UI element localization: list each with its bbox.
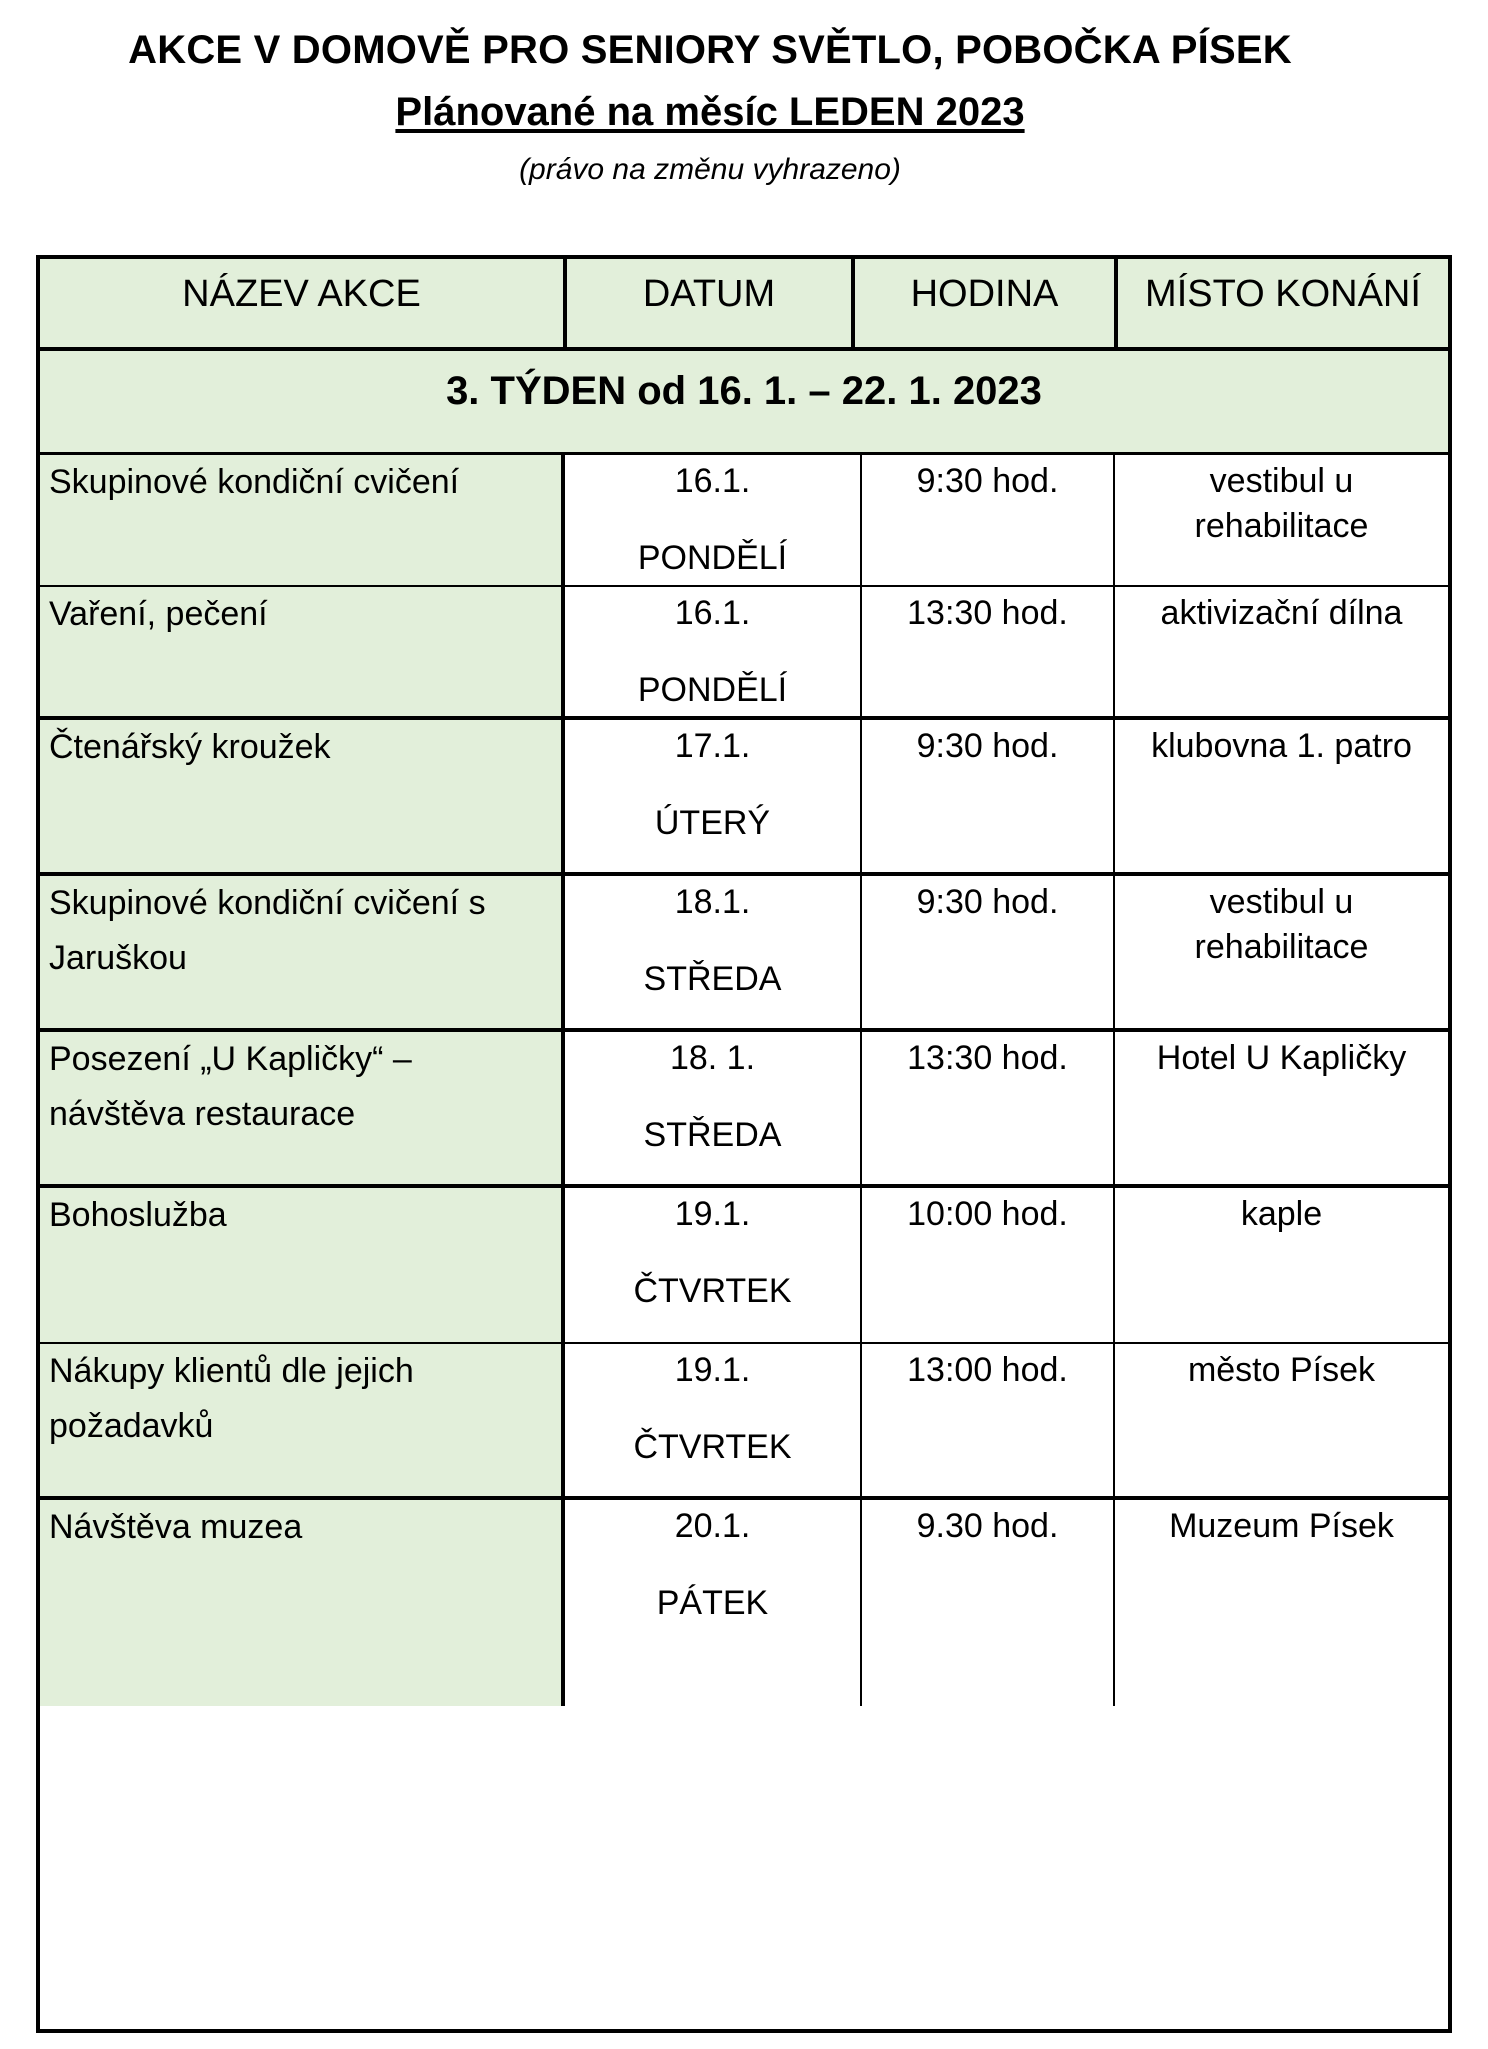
event-name: Čtenářský kroužek [49,728,331,766]
event-place-cell [1115,455,1448,585]
event-place: aktivizační dílna [1160,594,1403,632]
page-subtitle: Plánované na měsíc LEDEN 2023 [395,90,1025,134]
event-time-cell [862,1032,1115,1184]
column-header-date: DATUM [567,259,855,347]
table-row [40,587,1448,720]
event-time: 13:30 hod. [907,1039,1068,1077]
event-date: 18. 1. [669,1039,756,1077]
table-header-row [40,259,1448,351]
event-place-cell [1115,720,1448,872]
event-name-cell [40,1032,565,1184]
event-date-cell [565,1032,862,1184]
event-date-cell [565,1344,862,1496]
event-day: STŘEDA [643,1116,782,1154]
event-time-cell [862,720,1115,872]
event-time: 9.30 hod. [916,1507,1059,1545]
event-date-cell [565,455,862,585]
event-date: 16.1. [674,594,751,632]
event-date-cell [565,1500,862,1706]
event-place: kaple [1240,1195,1323,1233]
event-time: 9:30 hod. [916,462,1059,500]
event-place-cell [1115,1344,1448,1496]
event-day: PONDĚLÍ [637,539,788,577]
event-date: 18.1. [674,883,751,921]
event-place: Hotel U Kapličky [1156,1039,1407,1077]
event-name-cell [40,1500,565,1706]
event-time-cell [862,1188,1115,1342]
event-name-cell [40,1344,565,1496]
event-name-cell [40,1188,565,1342]
week-label-row: 3. TÝDEN od 16. 1. – 22. 1. 2023 [40,351,1448,455]
event-time: 9:30 hod. [916,727,1059,765]
event-place: Muzeum Písek [1169,1507,1394,1545]
event-name: Skupinové kondiční cvičení s Jaruškou [49,884,486,977]
event-place: klubovna 1. patro [1151,727,1412,765]
event-day: ÚTERÝ [654,804,771,842]
event-date: 20.1. [674,1507,751,1545]
event-name: Skupinové kondiční cvičení [49,463,460,501]
event-place-cell [1115,876,1448,1028]
table-row [40,1344,1448,1500]
event-name-cell [40,455,565,585]
event-place: vestibul u rehabilitace [1194,883,1369,966]
event-name-cell [40,587,565,716]
event-name-cell [40,720,565,872]
event-day: ČTVRTEK [633,1428,792,1466]
event-date-cell [565,587,862,716]
event-place: vestibul u rehabilitace [1194,462,1369,545]
column-header-time: HODINA [855,259,1118,347]
event-place-cell [1115,1188,1448,1342]
event-time: 10:00 hod. [907,1195,1068,1233]
event-date: 17.1. [674,727,751,765]
table-row [40,1032,1448,1188]
column-header-name: NÁZEV AKCE [40,259,567,347]
event-time-cell [862,876,1115,1028]
event-name-cell [40,876,565,1028]
event-name: Návštěva muzea [49,1508,303,1546]
table-row [40,1500,1448,1706]
event-day: PONDĚLÍ [637,671,788,709]
event-name: Posezení „U Kapličky“ – návštěva restaurace [49,1040,412,1133]
event-time-cell [862,587,1115,716]
event-date: 19.1. [674,1195,751,1233]
event-name: Nákupy klientů dle jejich požadavků [49,1352,414,1445]
event-date: 19.1. [674,1351,751,1389]
table-row [40,876,1448,1032]
event-place-cell [1115,587,1448,716]
event-time-cell [862,1500,1115,1706]
page-title: AKCE V DOMOVĚ PRO SENIORY SVĚTLO, POBOČKA PÍSEK [128,28,1292,72]
table-row [40,455,1448,587]
event-place-cell [1115,1032,1448,1184]
event-place: město Písek [1187,1351,1376,1389]
event-day: STŘEDA [643,960,782,998]
event-place-cell [1115,1500,1448,1706]
event-time: 9:30 hod. [916,883,1059,921]
event-time: 13:00 hod. [907,1351,1068,1389]
event-date-cell [565,876,862,1028]
column-header-place: MÍSTO KONÁNÍ [1145,273,1421,315]
event-date-cell [565,1188,862,1342]
event-time-cell [862,1344,1115,1496]
table-row [40,1188,1448,1344]
event-day: PÁTEK [656,1584,769,1622]
event-name: Bohoslužba [49,1196,227,1234]
event-date-cell [565,720,862,872]
event-time: 13:30 hod. [907,594,1068,632]
event-day: ČTVRTEK [633,1272,792,1310]
events-table [36,255,1452,2033]
event-date: 16.1. [674,462,751,500]
event-time-cell [862,455,1115,585]
table-row [40,720,1448,876]
change-note: (právo na změnu vyhrazeno) [519,153,901,186]
event-name: Vaření, pečení [49,595,268,633]
